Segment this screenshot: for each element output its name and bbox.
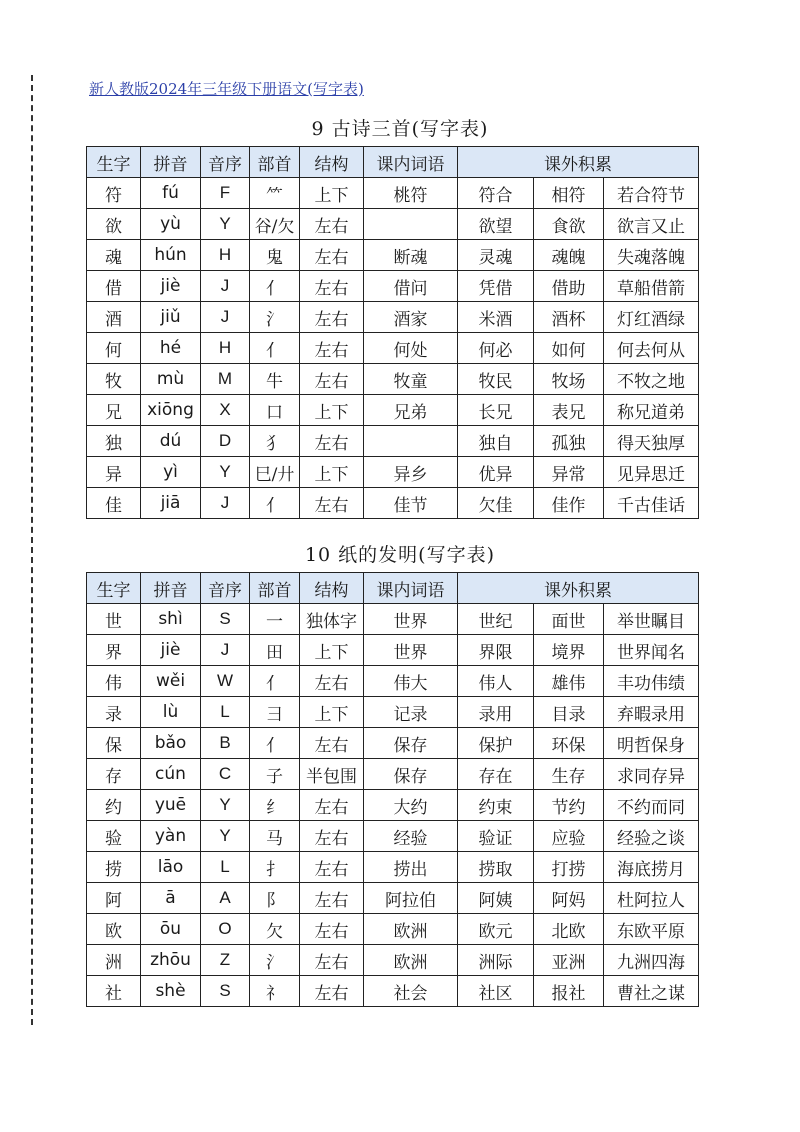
char-cell: 欲 — [87, 209, 141, 240]
extra-word-cell: 社区 — [458, 976, 534, 1007]
in-class-word-cell: 捞出 — [364, 852, 458, 883]
pinyin-cell: hún — [141, 240, 201, 271]
column-header-extra: 课外积累 — [458, 573, 699, 604]
extra-word-cell: 打捞 — [534, 852, 604, 883]
extra-word-cell: 牧场 — [534, 364, 604, 395]
seq-cell: F — [201, 178, 250, 209]
extra-word-cell: 酒杯 — [534, 302, 604, 333]
extra-idiom-cell: 不牧之地 — [604, 364, 699, 395]
pinyin-cell: dú — [141, 426, 201, 457]
extra-word-cell: 凭借 — [458, 271, 534, 302]
pinyin-cell: jiè — [141, 271, 201, 302]
table-row — [87, 333, 699, 364]
extra-word-cell: 魂魄 — [534, 240, 604, 271]
pinyin-cell: yì — [141, 457, 201, 488]
extra-word-cell: 欲望 — [458, 209, 534, 240]
char-cell: 借 — [87, 271, 141, 302]
extra-word-cell: 米酒 — [458, 302, 534, 333]
table-row — [87, 635, 699, 666]
table-row — [87, 914, 699, 945]
structure-cell: 左右 — [300, 821, 364, 852]
structure-cell: 独体字 — [300, 604, 364, 635]
radical-cell: 巳/廾 — [250, 457, 300, 488]
structure-cell: 左右 — [300, 240, 364, 271]
table-row — [87, 821, 699, 852]
in-class-word-cell: 记录 — [364, 697, 458, 728]
radical-cell: 纟 — [250, 790, 300, 821]
pinyin-cell: lāo — [141, 852, 201, 883]
in-class-word-cell: 大约 — [364, 790, 458, 821]
extra-word-cell: 孤独 — [534, 426, 604, 457]
table-row — [87, 697, 699, 728]
extra-idiom-cell: 见异思迁 — [604, 457, 699, 488]
structure-cell: 左右 — [300, 914, 364, 945]
seq-cell: X — [201, 395, 250, 426]
pinyin-cell: fú — [141, 178, 201, 209]
seq-cell: Y — [201, 790, 250, 821]
char-cell: 酒 — [87, 302, 141, 333]
radical-cell: 亻 — [250, 271, 300, 302]
table-row — [87, 852, 699, 883]
extra-word-cell: 独自 — [458, 426, 534, 457]
extra-word-cell: 存在 — [458, 759, 534, 790]
table-row — [87, 945, 699, 976]
section-title: 10 纸的发明(写字表) — [304, 544, 496, 566]
extra-word-cell: 亚洲 — [534, 945, 604, 976]
seq-cell: W — [201, 666, 250, 697]
table-body — [87, 604, 699, 1007]
char-cell: 伟 — [87, 666, 141, 697]
radical-cell: ⺮ — [250, 178, 300, 209]
table-row — [87, 209, 699, 240]
structure-cell: 左右 — [300, 945, 364, 976]
column-header-seq: 音序 — [201, 573, 250, 604]
extra-word-cell: 何必 — [458, 333, 534, 364]
extra-word-cell: 境界 — [534, 635, 604, 666]
extra-idiom-cell: 举世瞩目 — [604, 604, 699, 635]
structure-cell: 左右 — [300, 728, 364, 759]
seq-cell: S — [201, 604, 250, 635]
extra-idiom-cell: 弃暇录用 — [604, 697, 699, 728]
structure-cell: 左右 — [300, 976, 364, 1007]
in-class-word-cell — [364, 426, 458, 457]
structure-cell: 左右 — [300, 209, 364, 240]
extra-idiom-cell: 失魂落魄 — [604, 240, 699, 271]
extra-word-cell: 世纪 — [458, 604, 534, 635]
in-class-word-cell: 社会 — [364, 976, 458, 1007]
extra-word-cell: 灵魂 — [458, 240, 534, 271]
structure-cell: 上下 — [300, 697, 364, 728]
radical-cell: 亻 — [250, 666, 300, 697]
structure-cell: 左右 — [300, 364, 364, 395]
extra-word-cell: 长兄 — [458, 395, 534, 426]
extra-word-cell: 表兄 — [534, 395, 604, 426]
extra-word-cell: 洲际 — [458, 945, 534, 976]
seq-cell: S — [201, 976, 250, 1007]
radical-cell: 马 — [250, 821, 300, 852]
seq-cell: L — [201, 852, 250, 883]
in-class-word-cell: 伟大 — [364, 666, 458, 697]
pinyin-cell: wěi — [141, 666, 201, 697]
table-row — [87, 728, 699, 759]
extra-word-cell: 目录 — [534, 697, 604, 728]
seq-cell: H — [201, 333, 250, 364]
pinyin-cell: yàn — [141, 821, 201, 852]
extra-idiom-cell: 东欧平原 — [604, 914, 699, 945]
radical-cell: 一 — [250, 604, 300, 635]
extra-word-cell: 牧民 — [458, 364, 534, 395]
pinyin-cell: jiā — [141, 488, 201, 519]
in-class-word-cell: 经验 — [364, 821, 458, 852]
word-table — [86, 572, 699, 1007]
extra-word-cell: 异常 — [534, 457, 604, 488]
extra-idiom-cell: 称兄道弟 — [604, 395, 699, 426]
table-row — [87, 457, 699, 488]
in-class-word-cell: 酒家 — [364, 302, 458, 333]
table-row — [87, 488, 699, 519]
column-header-char: 生字 — [87, 573, 141, 604]
radical-cell: 牛 — [250, 364, 300, 395]
in-class-word-cell: 欧洲 — [364, 914, 458, 945]
seq-cell: M — [201, 364, 250, 395]
pinyin-cell: bǎo — [141, 728, 201, 759]
column-header-radical: 部首 — [250, 147, 300, 178]
structure-cell: 左右 — [300, 302, 364, 333]
extra-word-cell: 优异 — [458, 457, 534, 488]
in-class-word-cell: 保存 — [364, 728, 458, 759]
structure-cell: 左右 — [300, 883, 364, 914]
column-header-extra: 课外积累 — [458, 147, 699, 178]
pinyin-cell: hé — [141, 333, 201, 364]
radical-cell: 氵 — [250, 945, 300, 976]
extra-idiom-cell: 千古佳话 — [604, 488, 699, 519]
pinyin-cell: jiè — [141, 635, 201, 666]
char-cell: 何 — [87, 333, 141, 364]
extra-idiom-cell: 经验之谈 — [604, 821, 699, 852]
char-cell: 洲 — [87, 945, 141, 976]
seq-cell: Y — [201, 457, 250, 488]
seq-cell: J — [201, 488, 250, 519]
extra-idiom-cell: 曹社之谋 — [604, 976, 699, 1007]
pinyin-cell: xiōng — [141, 395, 201, 426]
extra-idiom-cell: 欲言又止 — [604, 209, 699, 240]
structure-cell: 左右 — [300, 852, 364, 883]
pinyin-cell: cún — [141, 759, 201, 790]
extra-idiom-cell: 世界闻名 — [604, 635, 699, 666]
extra-idiom-cell: 灯红酒绿 — [604, 302, 699, 333]
in-class-word-cell: 佳节 — [364, 488, 458, 519]
table-row — [87, 426, 699, 457]
extra-word-cell: 阿妈 — [534, 883, 604, 914]
extra-idiom-cell: 何去何从 — [604, 333, 699, 364]
structure-cell: 左右 — [300, 790, 364, 821]
table-row — [87, 666, 699, 697]
structure-cell: 左右 — [300, 426, 364, 457]
structure-cell: 上下 — [300, 395, 364, 426]
extra-word-cell: 相符 — [534, 178, 604, 209]
table-row — [87, 883, 699, 914]
char-cell: 牧 — [87, 364, 141, 395]
extra-word-cell: 佳作 — [534, 488, 604, 519]
radical-cell: 亻 — [250, 333, 300, 364]
seq-cell: L — [201, 697, 250, 728]
char-cell: 录 — [87, 697, 141, 728]
seq-cell: Y — [201, 821, 250, 852]
extra-word-cell: 验证 — [458, 821, 534, 852]
seq-cell: Z — [201, 945, 250, 976]
char-cell: 独 — [87, 426, 141, 457]
extra-idiom-cell: 若合符节 — [604, 178, 699, 209]
extra-word-cell: 阿姨 — [458, 883, 534, 914]
extra-word-cell: 食欲 — [534, 209, 604, 240]
extra-word-cell: 伟人 — [458, 666, 534, 697]
extra-word-cell: 面世 — [534, 604, 604, 635]
radical-cell: 彐 — [250, 697, 300, 728]
radical-cell: 亻 — [250, 728, 300, 759]
char-cell: 约 — [87, 790, 141, 821]
char-cell: 佳 — [87, 488, 141, 519]
char-cell: 阿 — [87, 883, 141, 914]
extra-word-cell: 如何 — [534, 333, 604, 364]
in-class-word-cell: 牧童 — [364, 364, 458, 395]
in-class-word-cell: 世界 — [364, 604, 458, 635]
pinyin-cell: mù — [141, 364, 201, 395]
radical-cell: 阝 — [250, 883, 300, 914]
seq-cell: J — [201, 302, 250, 333]
in-class-word-cell: 阿拉伯 — [364, 883, 458, 914]
extra-word-cell: 符合 — [458, 178, 534, 209]
extra-word-cell: 雄伟 — [534, 666, 604, 697]
table-row — [87, 790, 699, 821]
in-class-word-cell: 借问 — [364, 271, 458, 302]
extra-idiom-cell: 丰功伟绩 — [604, 666, 699, 697]
structure-cell: 半包围 — [300, 759, 364, 790]
table-row — [87, 364, 699, 395]
column-header-radical: 部首 — [250, 573, 300, 604]
extra-word-cell: 北欧 — [534, 914, 604, 945]
word-table — [86, 146, 699, 519]
char-cell: 异 — [87, 457, 141, 488]
column-header-pinyin: 拼音 — [141, 147, 201, 178]
extra-idiom-cell: 得天独厚 — [604, 426, 699, 457]
extra-word-cell: 录用 — [458, 697, 534, 728]
in-class-word-cell: 断魂 — [364, 240, 458, 271]
in-class-word-cell: 兄弟 — [364, 395, 458, 426]
table-row — [87, 302, 699, 333]
table-row — [87, 271, 699, 302]
structure-cell: 上下 — [300, 635, 364, 666]
radical-cell: 田 — [250, 635, 300, 666]
column-header-char: 生字 — [87, 147, 141, 178]
in-class-word-cell: 欧洲 — [364, 945, 458, 976]
in-class-word-cell: 世界 — [364, 635, 458, 666]
column-header-pinyin: 拼音 — [141, 573, 201, 604]
extra-word-cell: 保护 — [458, 728, 534, 759]
seq-cell: O — [201, 914, 250, 945]
seq-cell: J — [201, 271, 250, 302]
seq-cell: Y — [201, 209, 250, 240]
column-header-structure: 结构 — [300, 147, 364, 178]
extra-word-cell: 捞取 — [458, 852, 534, 883]
radical-cell: 欠 — [250, 914, 300, 945]
structure-cell: 左右 — [300, 271, 364, 302]
table-row — [87, 604, 699, 635]
structure-cell: 左右 — [300, 333, 364, 364]
section-title: 9 古诗三首(写字表) — [311, 118, 489, 140]
radical-cell: 亻 — [250, 488, 300, 519]
pinyin-cell: jiǔ — [141, 302, 201, 333]
column-header-structure: 结构 — [300, 573, 364, 604]
header-row — [87, 573, 699, 604]
pinyin-cell: yuē — [141, 790, 201, 821]
extra-word-cell: 报社 — [534, 976, 604, 1007]
extra-idiom-cell: 明哲保身 — [604, 728, 699, 759]
char-cell: 存 — [87, 759, 141, 790]
char-cell: 验 — [87, 821, 141, 852]
table-row — [87, 395, 699, 426]
char-cell: 保 — [87, 728, 141, 759]
char-cell: 兄 — [87, 395, 141, 426]
radical-cell: 子 — [250, 759, 300, 790]
extra-word-cell: 应验 — [534, 821, 604, 852]
extra-word-cell: 环保 — [534, 728, 604, 759]
extra-word-cell: 界限 — [458, 635, 534, 666]
extra-word-cell: 生存 — [534, 759, 604, 790]
structure-cell: 左右 — [300, 666, 364, 697]
table-row — [87, 759, 699, 790]
seq-cell: J — [201, 635, 250, 666]
seq-cell: A — [201, 883, 250, 914]
pinyin-cell: lù — [141, 697, 201, 728]
extra-word-cell: 欠佳 — [458, 488, 534, 519]
extra-idiom-cell: 海底捞月 — [604, 852, 699, 883]
pinyin-cell: yù — [141, 209, 201, 240]
radical-cell: 扌 — [250, 852, 300, 883]
column-header-seq: 音序 — [201, 147, 250, 178]
in-class-word-cell: 何处 — [364, 333, 458, 364]
extra-idiom-cell: 求同存异 — [604, 759, 699, 790]
table-row — [87, 976, 699, 1007]
table-row — [87, 178, 699, 209]
pinyin-cell: ōu — [141, 914, 201, 945]
pinyin-cell: shè — [141, 976, 201, 1007]
column-header-in-class: 课内词语 — [364, 573, 458, 604]
char-cell: 魂 — [87, 240, 141, 271]
extra-idiom-cell: 九洲四海 — [604, 945, 699, 976]
radical-cell: 鬼 — [250, 240, 300, 271]
seq-cell: H — [201, 240, 250, 271]
radical-cell: 礻 — [250, 976, 300, 1007]
in-class-word-cell: 保存 — [364, 759, 458, 790]
pinyin-cell: ā — [141, 883, 201, 914]
table-body — [87, 178, 699, 519]
structure-cell: 上下 — [300, 457, 364, 488]
char-cell: 社 — [87, 976, 141, 1007]
in-class-word-cell: 桃符 — [364, 178, 458, 209]
radical-cell: 氵 — [250, 302, 300, 333]
extra-idiom-cell: 杜阿拉人 — [604, 883, 699, 914]
table-row — [87, 240, 699, 271]
pinyin-cell: shì — [141, 604, 201, 635]
structure-cell: 上下 — [300, 178, 364, 209]
char-cell: 界 — [87, 635, 141, 666]
structure-cell: 左右 — [300, 488, 364, 519]
in-class-word-cell: 异乡 — [364, 457, 458, 488]
char-cell: 世 — [87, 604, 141, 635]
column-header-in-class: 课内词语 — [364, 147, 458, 178]
extra-word-cell: 约束 — [458, 790, 534, 821]
radical-cell: 犭 — [250, 426, 300, 457]
in-class-word-cell — [364, 209, 458, 240]
extra-word-cell: 借助 — [534, 271, 604, 302]
seq-cell: D — [201, 426, 250, 457]
radical-cell: 谷/欠 — [250, 209, 300, 240]
extra-word-cell: 节约 — [534, 790, 604, 821]
extra-idiom-cell: 不约而同 — [604, 790, 699, 821]
char-cell: 欧 — [87, 914, 141, 945]
seq-cell: B — [201, 728, 250, 759]
header-link[interactable]: 新人教版2024年三年级下册语文(写字表) — [89, 80, 364, 98]
extra-idiom-cell: 草船借箭 — [604, 271, 699, 302]
radical-cell: 口 — [250, 395, 300, 426]
header-row — [87, 147, 699, 178]
seq-cell: C — [201, 759, 250, 790]
char-cell: 捞 — [87, 852, 141, 883]
pinyin-cell: zhōu — [141, 945, 201, 976]
extra-word-cell: 欧元 — [458, 914, 534, 945]
char-cell: 符 — [87, 178, 141, 209]
